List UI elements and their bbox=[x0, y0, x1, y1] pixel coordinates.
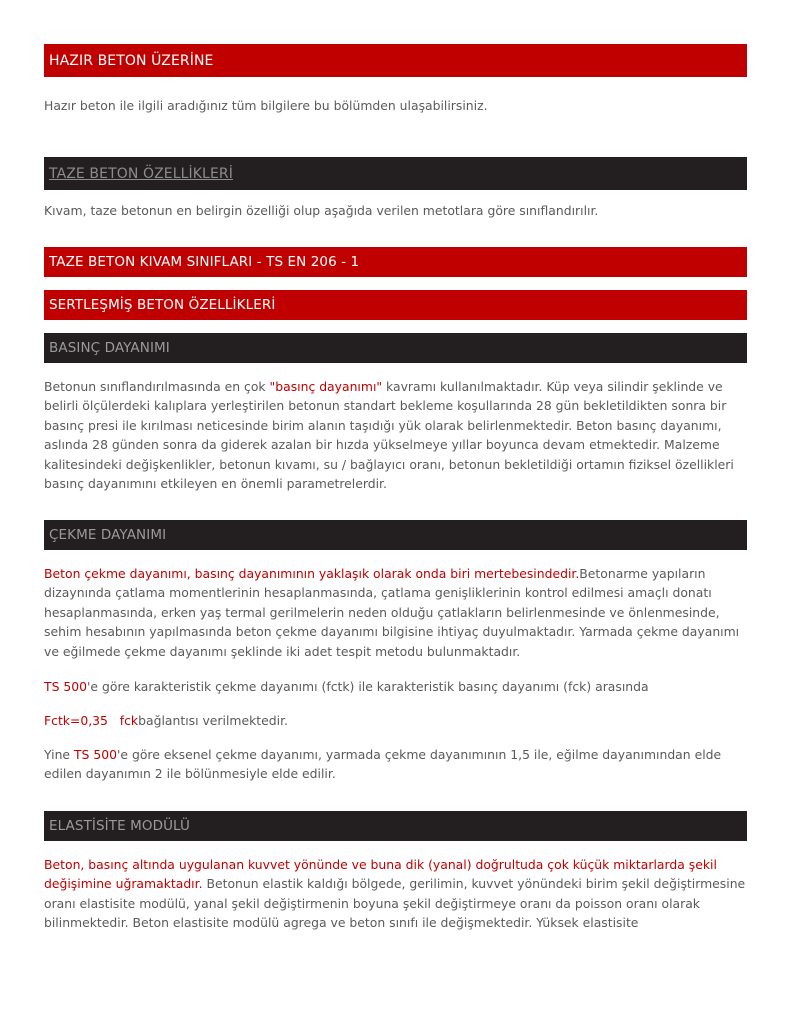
section-header-cekme-dayanimi bbox=[44, 520, 747, 550]
formula: Fctk=0,35 fck bbox=[44, 713, 139, 728]
cekme-p4-after: 'e göre eksenel çekme dayanımı, yarmada çekme dayanımının 1,5 ile, eğilme dayanımından elde edilen dayanımın 2 ile bölünmesiyle elde edilir. bbox=[44, 747, 722, 782]
cekme-text: Betonarme yapıların dizaynında çatlama momentlerinin hesaplanmasında, çatlama genişliklerinin kontrol edilmesi amaçlı donatı hesaplanmasında, erken yaş termal gerilmelerin neden olduğu çatlakların belirlenmesinde ve önlenmesinde, sehim hesabının yapılmasında beton çekme dayanımı bilgisine ihtiyaç duyulmaktadır. Yarmada çekme dayanımı ve eğilmede çekme dayanımı şeklinde iki adet tespit metodu bulunmaktadır. bbox=[44, 566, 740, 659]
section-header-elastisite-modulu bbox=[44, 811, 747, 841]
ts500-link[interactable]: TS 500 bbox=[73, 747, 118, 762]
section-title-link[interactable]: TAZE BETON ÖZELLİKLERİ bbox=[49, 165, 233, 182]
cekme-paragraph-3 bbox=[44, 711, 750, 730]
ts500-link[interactable]: TS 500 bbox=[44, 679, 88, 694]
basinc-text-before: Betonun sınıflandırılmasında en çok bbox=[44, 379, 270, 394]
cekme-p3-text: bağlantısı verilmektedir. bbox=[138, 713, 288, 728]
section-title: BASINÇ DAYANIMI bbox=[49, 340, 170, 356]
cekme-paragraph-4 bbox=[44, 745, 750, 784]
basinc-paragraph bbox=[44, 377, 750, 493]
section-header-basinc-dayanimi bbox=[44, 333, 747, 363]
section-header-taze-beton bbox=[44, 157, 747, 190]
section-title: ÇEKME DAYANIMI bbox=[49, 527, 167, 543]
section-header-kivam-siniflari bbox=[44, 247, 747, 277]
section-header-sertlesmis-beton bbox=[44, 290, 747, 320]
section-title: TAZE BETON KIVAM SINIFLARI - TS EN 206 - 1 bbox=[49, 254, 360, 270]
elastisite-highlight: Beton, basınç altında uygulanan kuvvet yönünde ve buna dik (yanal) doğrultuda çok küçük miktarlarda şekil değişimine uğramaktadır. bbox=[44, 857, 717, 892]
section-title: SERTLEŞMİŞ BETON ÖZELLİKLERİ bbox=[49, 297, 276, 313]
section-title: ELASTİSİTE MODÜLÜ bbox=[49, 818, 190, 834]
cekme-paragraph-1 bbox=[44, 564, 750, 661]
basinc-highlight: "basınç dayanımı" bbox=[269, 379, 383, 394]
elastisite-text: Betonun elastik kaldığı bölgede, gerilimin, kuvvet yönündeki birim şekil değiştirmesine oranı elastisite modülü, yanal şekil değiştirmenin boyuna şekil değiştirmeye oranı da poisson oranı olarak bilinmektedir. Beton elastisite modülü agrega ve beton sınıfı ile değişmektedir. Yüksek elastisite bbox=[44, 876, 746, 931]
elastisite-paragraph bbox=[44, 855, 750, 933]
intro-paragraph: Hazır beton ile ilgili aradığınız tüm bilgilere bu bölümden ulaşabilirsiniz. bbox=[44, 98, 488, 113]
section-header-hazir-beton bbox=[44, 44, 747, 77]
cekme-p4-before: Yine bbox=[44, 747, 74, 762]
taze-paragraph: Kıvam, taze betonun en belirgin özelliği olup aşağıda verilen metotlara göre sınıflandırılır. bbox=[44, 203, 599, 218]
section-title: HAZIR BETON ÜZERİNE bbox=[49, 52, 214, 69]
cekme-p2-text: 'e göre karakteristik çekme dayanımı (fctk) ile karakteristik basınç dayanımı (fck) arasında bbox=[87, 679, 649, 694]
cekme-paragraph-2 bbox=[44, 677, 750, 696]
cekme-highlight: Beton çekme dayanımı, basınç dayanımının yaklaşık olarak onda biri mertebesindedir. bbox=[44, 566, 580, 581]
basinc-text-after: kavramı kullanılmaktadır. Küp veya silindir şeklinde ve belirli ölçülerdeki kalıplara yerleştirilen betonun standart bekleme koşullarında 28 gün bekletildikten sonra bir basınç presi ile kırılması neticesinde birim alanın taşıdığı yük olarak belirlenmektedir. Beton basınç dayanımı, aslında 28 günden sonra da giderek azalan bir hızda yükselmeye yıllar boyunca devam etmektedir. Malzeme kalitesindeki değişkenlikler, betonun kıvamı, su / bağlayıcı oranı, betonun bekletildiği ortamın fiziksel özellikleri basınç dayanımını etkileyen en önemli parametrelerdir. bbox=[44, 379, 734, 492]
